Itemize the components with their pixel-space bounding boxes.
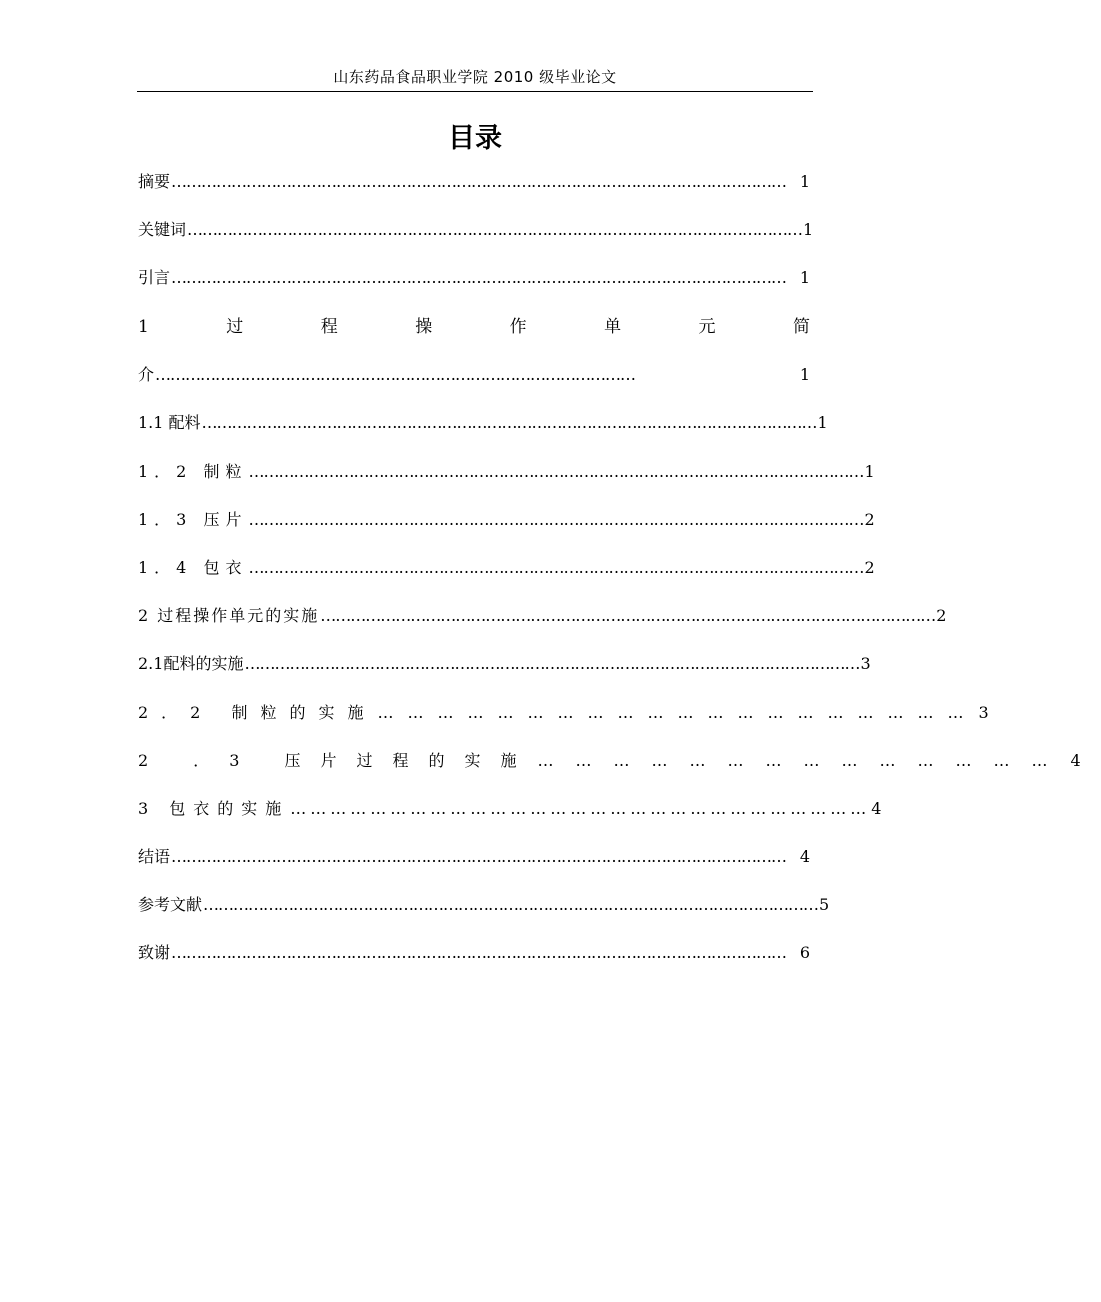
toc-char: 1 (138, 317, 149, 337)
toc-label: 结语 (138, 847, 171, 866)
toc-entry-2-1[interactable] (138, 652, 871, 676)
toc-label: 3 包衣的实施 (138, 799, 290, 818)
dot-leader: …………………………………………………………………………………………………………… (187, 220, 803, 239)
toc-page-number: 4 (871, 799, 890, 818)
toc-page-number: 1 (803, 220, 814, 239)
toc-label: 参考文献 (138, 895, 203, 914)
toc-label: 摘要 (138, 172, 171, 191)
toc-page-number: 2 (936, 606, 949, 625)
toc-char: 操 (415, 317, 433, 337)
toc-entry-1-2[interactable] (138, 460, 881, 484)
toc-entry-section1-line1[interactable] (138, 315, 810, 339)
page-title: 目录 (448, 123, 502, 154)
toc-label: 关键词 (138, 220, 187, 239)
dot-leader: …………………………………………………………………………………………………………… (201, 413, 817, 432)
toc-page-number: 1 (799, 365, 810, 384)
dot-leader: …………………………………… (537, 751, 1070, 770)
toc-entry-keywords[interactable] (138, 218, 814, 242)
toc-label: 介 (138, 365, 155, 384)
header-divider (137, 91, 813, 92)
toc-label: 1．3 压片 (138, 510, 248, 529)
toc-label: 1.1 配料 (138, 413, 201, 432)
toc-page-number: 1 (799, 172, 810, 191)
toc-page-number: 1 (817, 413, 828, 432)
dot-leader: …………………………………………………………………………………………………………… (248, 558, 864, 577)
dot-leader: …………………………………………………………………………………………………………… (244, 654, 860, 673)
dot-leader: …………………………………………………………………………………………………………… (171, 943, 787, 962)
toc-char: 作 (509, 317, 527, 337)
toc-entry-abstract[interactable] (138, 170, 810, 194)
toc-label: 1．2 制粒 (138, 462, 248, 481)
toc-entry-3[interactable] (138, 797, 890, 821)
toc-page-number: 6 (799, 943, 810, 962)
dot-leader: …………………………………………………… (377, 703, 978, 722)
toc-char: 过 (226, 317, 244, 337)
toc-entry-2[interactable] (138, 604, 949, 628)
toc-char: 元 (698, 317, 716, 337)
toc-label: 2 ．3 压片过程的实施 (138, 751, 537, 770)
toc-entry-1-4[interactable] (138, 556, 881, 580)
dot-leader: …………………………………………………………………………………………………………… (171, 172, 787, 191)
toc-page-number: 2 (864, 558, 881, 577)
dot-leader: …………………………………………………………………………………………………………… (248, 510, 864, 529)
dot-leader: …………………………………………………………………………… (290, 799, 871, 818)
dot-leader: …………………………………………………………………………………………………………… (203, 895, 819, 914)
toc-entry-conclusion[interactable] (138, 845, 810, 869)
dot-leader: …………………………………………………………………………………………………………… (320, 606, 936, 625)
dot-leader: …………………………………………………………………………………… (155, 365, 636, 384)
toc-label: 致谢 (138, 943, 171, 962)
toc-page-number: 5 (819, 895, 830, 914)
toc-char: 单 (604, 317, 622, 337)
toc-entry-2-2[interactable] (138, 701, 1002, 725)
toc-page-number: 3 (978, 703, 1002, 722)
toc-page-number: 4 (1070, 751, 1101, 770)
dot-leader: …………………………………………………………………………………………………………… (171, 268, 787, 287)
toc-label: 2.1配料的实施 (138, 654, 244, 673)
toc-page-number: 1 (799, 268, 810, 287)
toc-label: 引言 (138, 268, 171, 287)
toc-entry-references[interactable] (138, 893, 830, 917)
toc-page-number: 3 (860, 654, 871, 673)
toc-entry-1-3[interactable] (138, 508, 881, 532)
page-header: 山东药品食品职业学院 2010 级毕业论文 (333, 68, 617, 86)
toc-entry-section1-line2[interactable] (138, 363, 810, 387)
toc-page-number: 1 (864, 462, 881, 481)
toc-entry-thanks[interactable] (138, 941, 810, 965)
dot-leader: …………………………………………………………………………………………………………… (171, 847, 787, 866)
toc-label: 1．4 包衣 (138, 558, 248, 577)
dot-leader: …………………………………………………………………………………………………………… (248, 462, 864, 481)
toc-entry-intro[interactable] (138, 266, 810, 290)
toc-entry-1-1[interactable] (138, 411, 828, 435)
toc-char: 程 (320, 317, 338, 337)
toc-page-number: 2 (864, 510, 881, 529)
toc-label: 2 过程操作单元的实施 (138, 606, 320, 625)
toc-page-number: 4 (799, 847, 810, 866)
toc-label: 2．2 制粒的实施 (138, 703, 377, 722)
toc-entry-2-3[interactable] (138, 749, 1101, 773)
toc-char: 简 (793, 317, 810, 337)
